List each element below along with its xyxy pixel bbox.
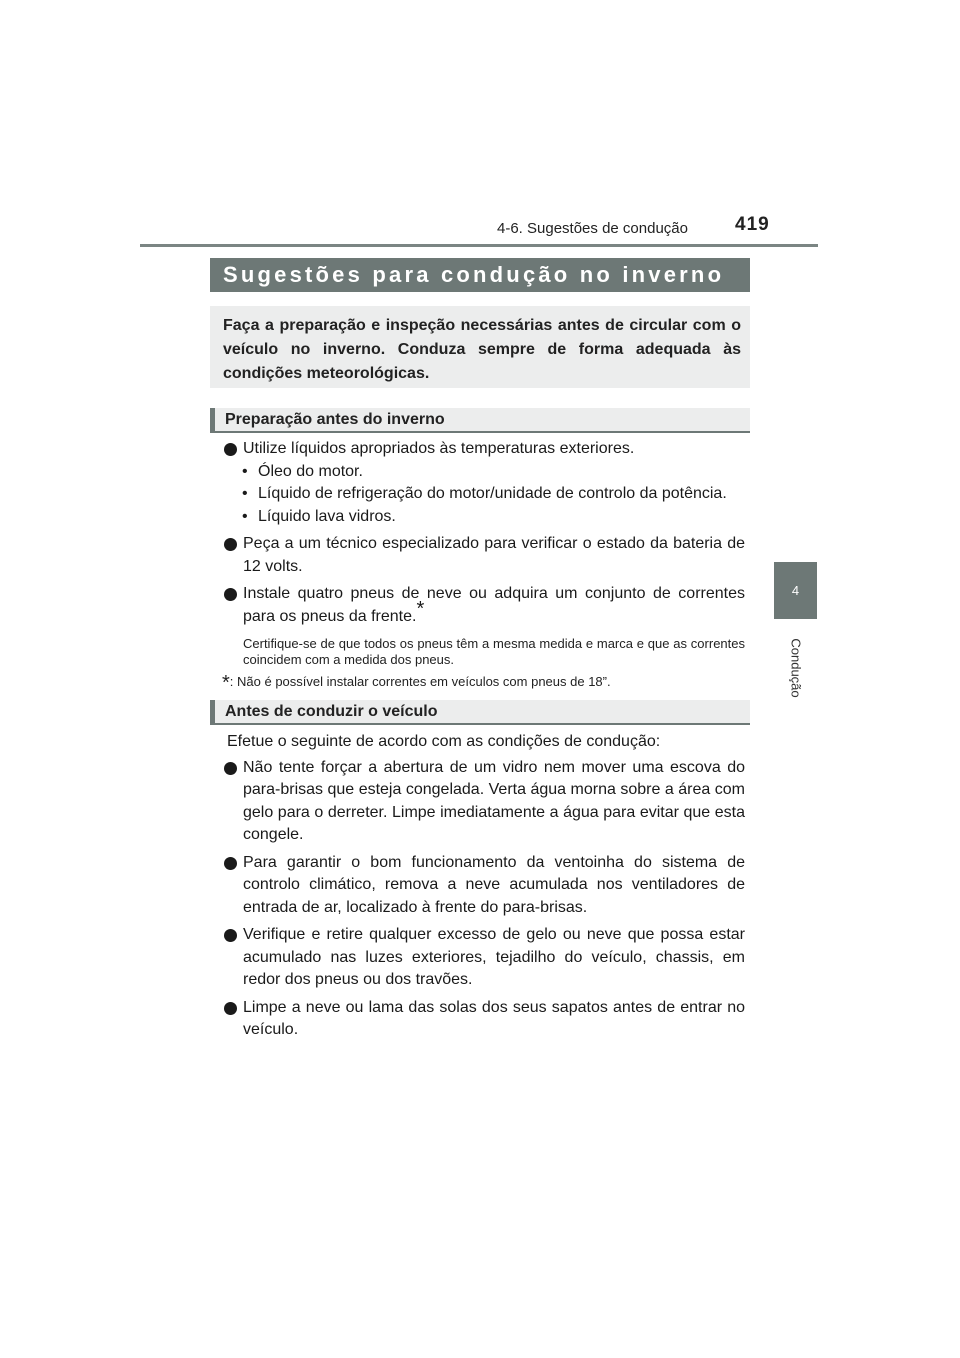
list-item: Utilize líquidos apropriados às temperaturas exteriores. xyxy=(222,438,745,461)
bullet-icon xyxy=(224,588,237,601)
bullet-icon xyxy=(224,538,237,551)
bullet-icon xyxy=(224,762,237,775)
section-intro: Efetue o seguinte de acordo com as condições de condução: xyxy=(227,733,661,750)
list-item: Não tente forçar a abertura de um vidro nem mover uma escova do para-brisas que esteja congelada. Verta água morna sobre a área com gelo para o derreter. Limpe imediatamente a água para evitar que esta congele. xyxy=(222,757,745,847)
section-heading-before-driving: Antes de conduzir o veículo xyxy=(210,700,750,725)
page-title: Sugestões para condução no inverno xyxy=(210,258,750,292)
list-item: Instale quatro pneus de neve ou adquira um conjunto de correntes para os pneus da frente.* xyxy=(222,583,745,628)
bullet-icon xyxy=(224,443,237,456)
list-item: Para garantir o bom funcionamento da ventoinha do sistema de controlo climático, remova a neve acumulada nos ventiladores de entrada de ar, localizado à frente do para-brisas. xyxy=(222,852,745,920)
intro-box: Faça a preparação e inspeção necessárias antes de circular com o veículo no inverno. Conduza sempre de forma adequada às condições meteorológicas. xyxy=(210,306,750,388)
bullet-icon xyxy=(224,857,237,870)
list-item: Limpe a neve ou lama das solas dos seus sapatos antes de entrar no veículo. xyxy=(222,997,745,1042)
sub-list-item: • Líquido lava vidros. xyxy=(222,506,745,529)
sub-list-item: • Óleo do motor. xyxy=(222,461,745,484)
before-driving-content xyxy=(222,731,745,1042)
section-heading-preparation: Preparação antes do inverno xyxy=(210,408,750,433)
chapter-tab-number: 4 xyxy=(774,562,817,619)
section-header: 4-6. Sugestões de condução xyxy=(497,220,688,237)
footnote: *: Não é possível instalar correntes em veículos com pneus de 18”. xyxy=(222,672,611,694)
page-number: 419 xyxy=(735,214,770,235)
footnote-mark: * xyxy=(416,597,425,620)
chapter-tab-label: Condução xyxy=(788,638,803,698)
chain-note: Certifique-se de que todos os pneus têm a mesma medida e marca e que as correntes coincidem com a medida dos pneus. xyxy=(243,636,745,667)
preparation-content xyxy=(222,438,745,694)
bullet-icon xyxy=(224,929,237,942)
header-rule xyxy=(140,244,818,247)
list-item: Peça a um técnico especializado para verificar o estado da bateria de 12 volts. xyxy=(222,533,745,578)
bullet-icon xyxy=(224,1002,237,1015)
list-item: Verifique e retire qualquer excesso de gelo ou neve que possa estar acumulado nas luzes exteriores, tejadilho do veículo, chassis, em redor dos pneus ou dos travões. xyxy=(222,924,745,992)
sub-list-item: • Líquido de refrigeração do motor/unidade de controlo da potência. xyxy=(222,483,745,506)
